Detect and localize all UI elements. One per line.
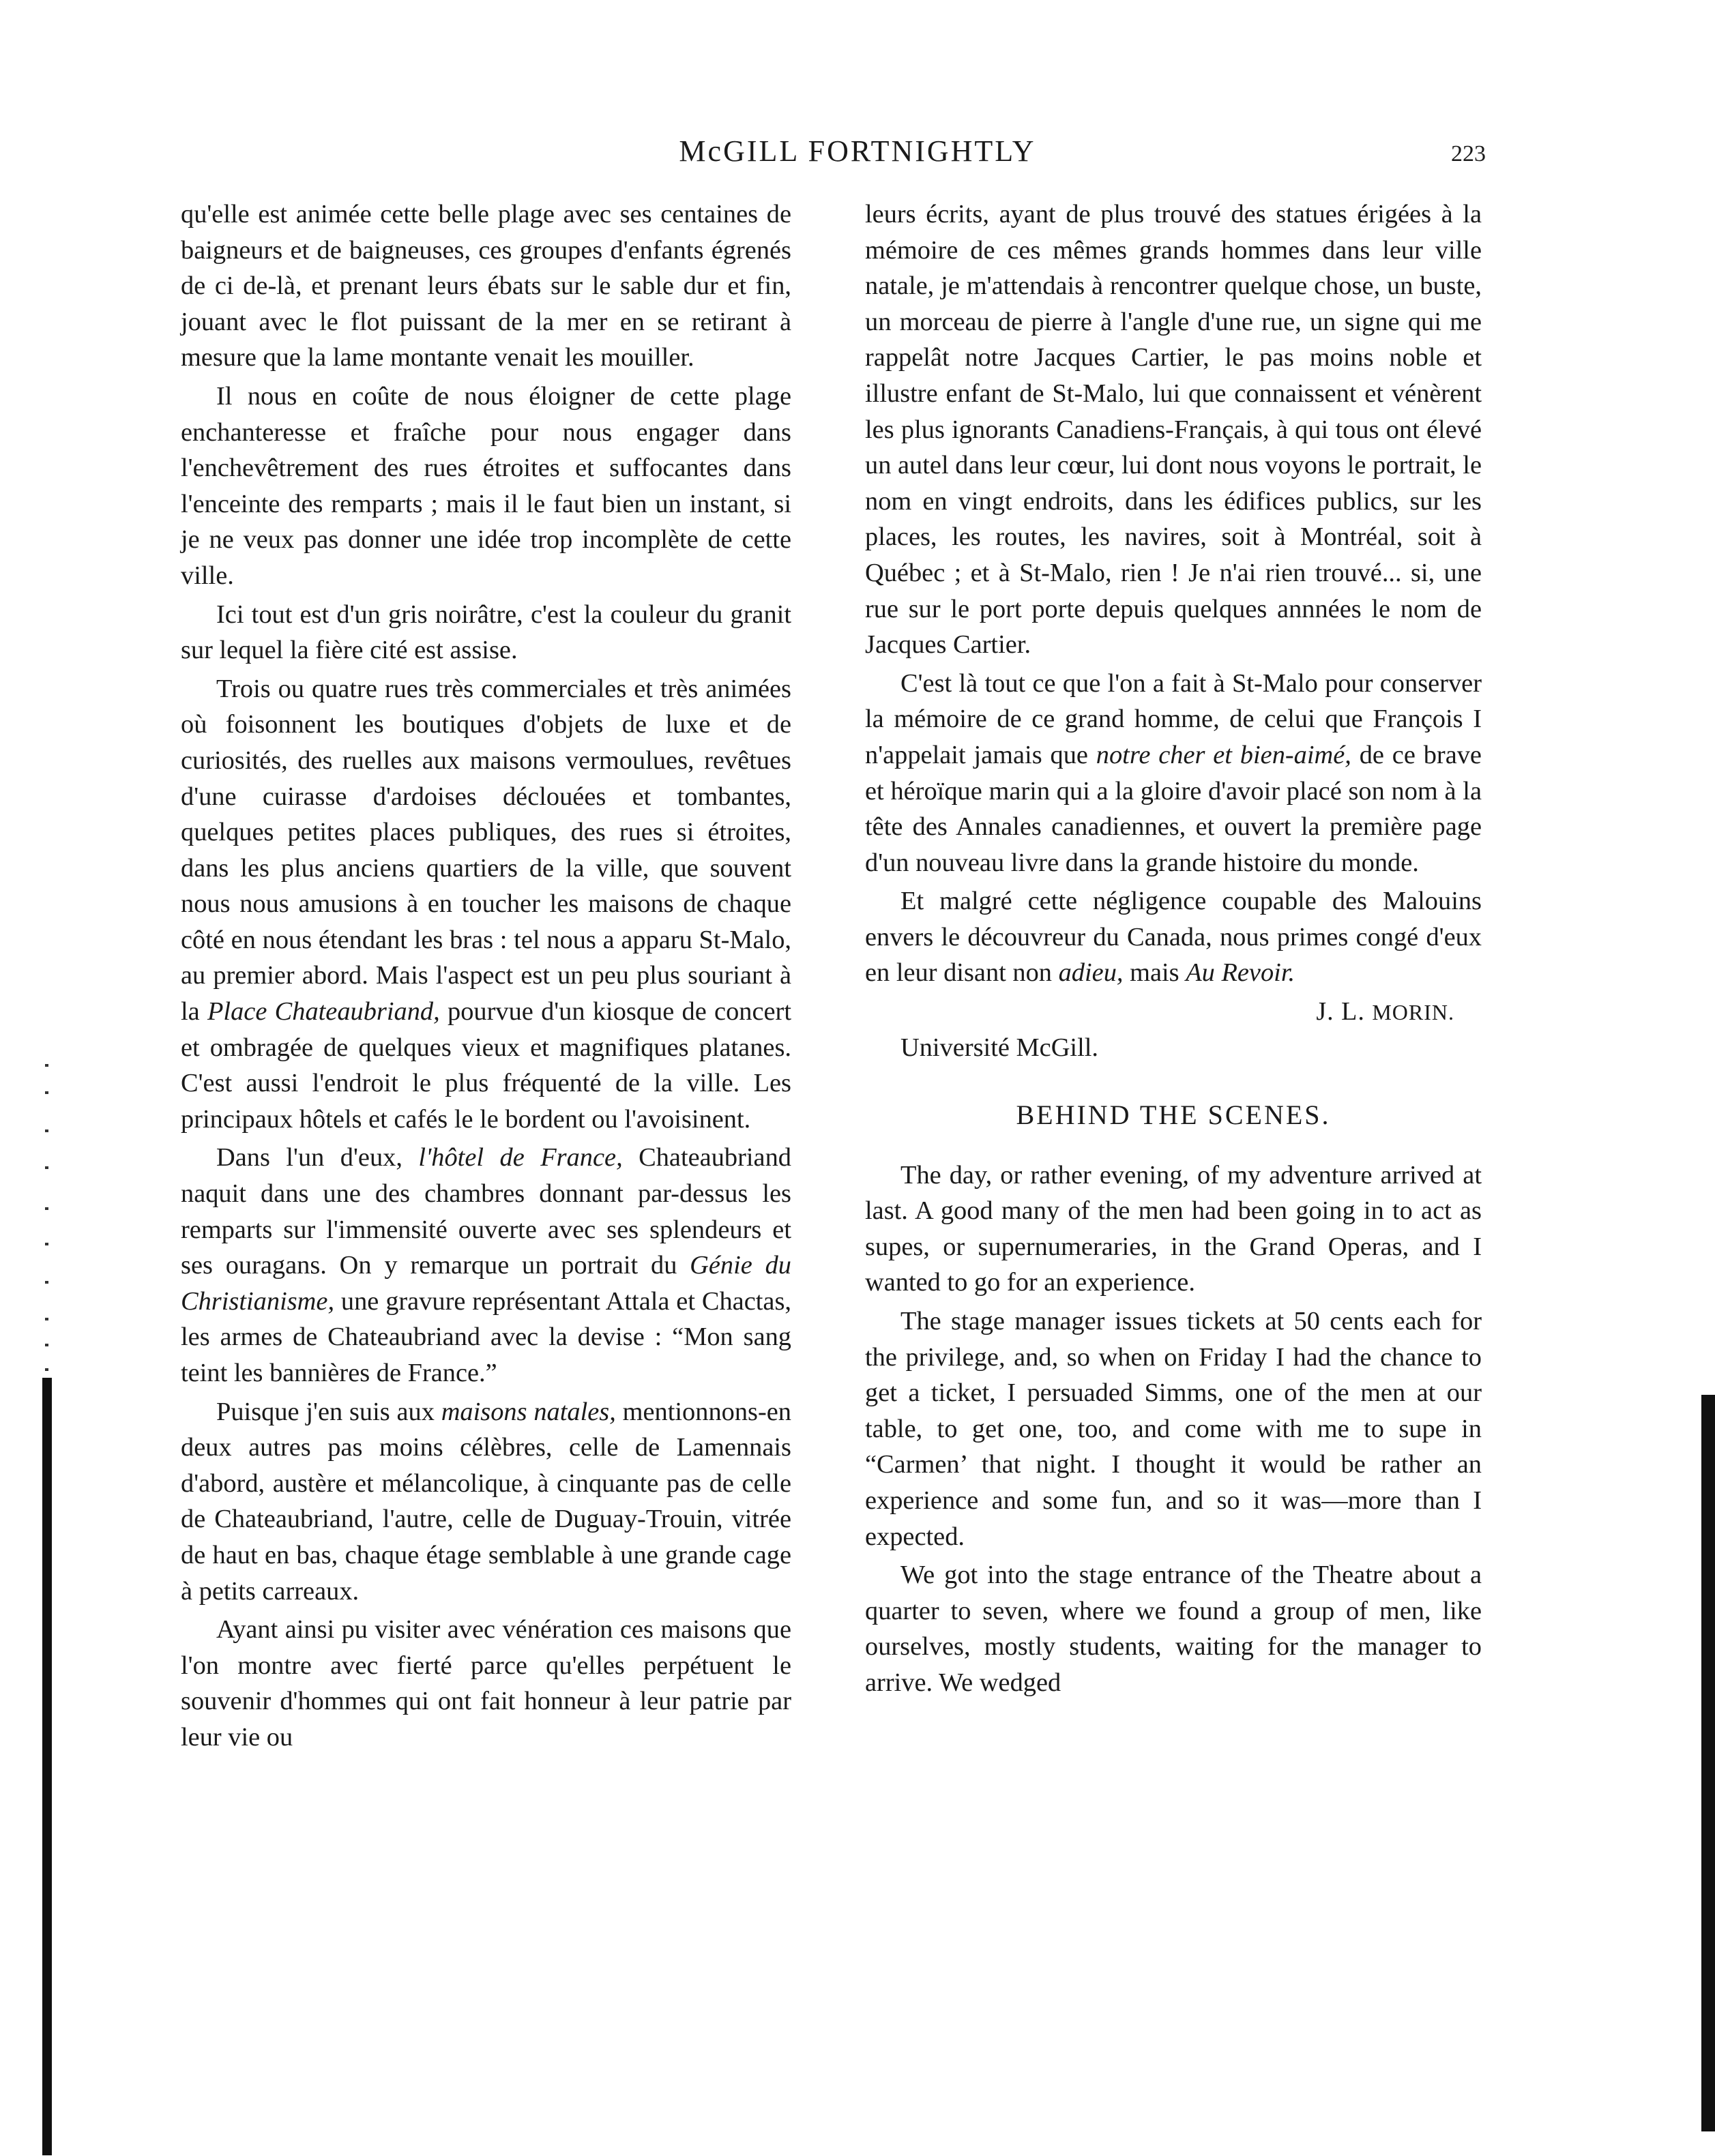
italic-text-run: adieu,: [1058, 958, 1124, 988]
paragraph: [865, 666, 1482, 881]
section-title: BEHIND THE SCENES.: [1016, 1099, 1331, 1130]
paragraph: [181, 671, 791, 1138]
paragraph: [865, 1157, 1482, 1301]
paragraph: [181, 196, 791, 376]
text-run: Et malgré cette négligence coupable des Malouins envers le découvreur du Canada, nous primes congé d'eux en leur disant non: [865, 887, 1482, 988]
text-run: leurs écrits, ayant de plus trouvé des statues érigées à la mémoire de ces mêmes grands hommes dans leur ville natale, je m'attendais à rencontrer quelque chose, un buste, un morceau de pierre à l'angle d'une rue, un signe qui me rappelât notre Jacques Cartier, le pas moins noble et illustre enfant de St-Malo, lui que connaissent et vénèrent les plus ignorants Canadiens-Français, à qui tous ont élevé un autel dans leur cœur, lui dont nous voyons le portrait, le nom en vingt endroits, dans les édifices publics, sur les places, les routes, les navires, soit à Montréal, soit à Québec ; et à St-Malo, rien ! Je n'ai rien trouvé... si, une rue sur le port porte depuis quelques annnées le nom de Jacques Cartier.: [865, 200, 1482, 660]
text-run: C'est là tout ce que l'on a fait à St-Malo pour conserver la mémoire de ce grand homme, de celui que François I n'appelait jamais que: [865, 668, 1482, 769]
text-run: Trois ou quatre rues très commerciales et très animées où foisonnent les boutiques d'objets de luxe et de curiosités, des ruelles aux maisons vermoulues, revêtues d'une cuirasse d'ardoises déclouées et tombantes, quelques petites places publiques, des rues si étroites, dans les plus anciens quartiers de la ville, que souvent nous nous amusions à en toucher les maisons de chaque côté en nous étendant les bras : tel nous a apparu St-Malo, au premier abord. Mais l'aspect est un peu plus souriant à la: [181, 674, 791, 1027]
text-run: Chateaubriand naquit dans une des chambres donnant par-dessus les remparts sur l'immensité ouverte avec ses splendeurs et ses ouragans. On y remarque un portrait du: [181, 1143, 791, 1280]
text-run: Ayant ainsi pu visiter avec vénération ces maisons que l'on montre avec fierté parce qu'elles perpétuent le souvenir d'hommes qui ont fait honneur à leur patrie par leur vie ou: [181, 1615, 791, 1752]
text-run: We got into the stage entrance of the Theatre about a quarter to seven, where we found a group of men, like ourselves, mostly students, waiting for the manager to arrive. We wedged: [865, 1561, 1482, 1697]
right-column: [865, 196, 1482, 1704]
paragraph: [181, 379, 791, 594]
paragraph: [181, 1394, 791, 1610]
italic-text-run: notre cher et bien-aimé,: [1096, 740, 1351, 769]
paragraph: [181, 597, 791, 668]
running-head: [0, 131, 1715, 172]
text-run: de ce brave et héroïque marin qui a la gloire d'avoir placé son nom à la tête des Annales canadiennes, et ouvert la première page d'un nouveau livre dans la grande histoire du monde.: [865, 740, 1482, 877]
text-run: mais: [1123, 958, 1186, 988]
italic-text-run: Place Chateaubriand,: [207, 997, 440, 1027]
right-column-text: [865, 196, 1482, 991]
left-column: [181, 196, 791, 1758]
text-run: Puisque j'en suis aux: [216, 1397, 441, 1426]
section-text: [865, 1157, 1482, 1701]
text-run: Il nous en coûte de nous éloigner de cette plage enchanteresse et fraîche pour nous engager dans l'enchevêtrement des rues étroites et suffocantes dans l'enceinte des remparts ; mais il le faut bien un instant, si je ne veux pas donner une idée trop incomplète de cette ville.: [181, 381, 791, 590]
text-run: mentionnons-en deux autres pas moins célèbres, celle de Lamennais d'abord, austère et mélancolique, à cinquante pas de celle de Chateaubriand, l'autre, celle de Duguay-Trouin, vitrée de haut en bas, chaque étage semblable à une grande cage à petits carreaux.: [181, 1397, 791, 1606]
paragraph: [181, 1612, 791, 1755]
text-run: une gravure représentant Attala et Chactas, les armes de Chateaubriand avec la devise : “Mon sang teint les bannières de France.”: [181, 1286, 791, 1387]
text-run: pourvue d'un kiosque de concert et ombragée de quelques vieux et magnifiques platanes. C'est aussi l'endroit le plus fréquenté de la ville. Les principaux hôtels et cafés le le bordent ou l'avoisinent.: [181, 997, 791, 1134]
scan-binding-shadow-left: [42, 1378, 52, 2155]
paragraph: [865, 1303, 1482, 1554]
author-surname: MORIN.: [1372, 1000, 1454, 1025]
author-initials: J. L.: [1316, 997, 1373, 1027]
paragraph: [865, 196, 1482, 663]
italic-text-run: Génie du Christianisme,: [181, 1251, 792, 1316]
author-signature: [1316, 994, 1454, 1031]
paragraph: [865, 1557, 1482, 1700]
text-run: qu'elle est animée cette belle plage avec ses centaines de baigneurs et de baigneuses, ces groupes d'enfants égrenés de ci de-là, et prenant leurs ébats sur le sable dur et fin, jouant avec le flot puissant de la mer en se retirant à mesure que la lame montante venait les mouiller.: [181, 200, 791, 372]
text-run: The day, or rather evening, of my adventure arrived at last. A good many of the men had been going in to act as supes, or supernumeraries, in the Grand Operas, and I wanted to go for an experience.: [865, 1160, 1482, 1297]
italic-text-run: maisons natales,: [441, 1397, 616, 1426]
paragraph: [865, 883, 1482, 991]
author-affiliation: Université McGill.: [900, 1033, 1099, 1063]
italic-text-run: Au Revoir.: [1186, 958, 1295, 988]
text-run: The stage manager issues tickets at 50 cents each for the privilege, and, so when on Friday I had the chance to get a ticket, I persuaded Simms, one of the men at our table, to get one, too, and come with me to supe in “Carmen’ that night. I thought it would be rather an experience and some fun, and so it was—more than I expected.: [865, 1307, 1482, 1551]
text-run: Ici tout est d'un gris noirâtre, c'est la couleur du granit sur lequel la fière cité est assise.: [181, 600, 791, 665]
text-run: Dans l'un d'eux,: [216, 1143, 419, 1172]
signature-row: [865, 994, 1482, 1030]
scan-specks: [45, 1064, 50, 1378]
left-column-text: [181, 196, 791, 1756]
italic-text-run: l'hôtel de France,: [418, 1143, 623, 1172]
page-number: 223: [1451, 141, 1486, 166]
scan-binding-shadow-right: [1701, 1395, 1715, 2131]
paragraph: [181, 1140, 791, 1391]
running-title: McGILL FORTNIGHTLY: [679, 134, 1036, 168]
